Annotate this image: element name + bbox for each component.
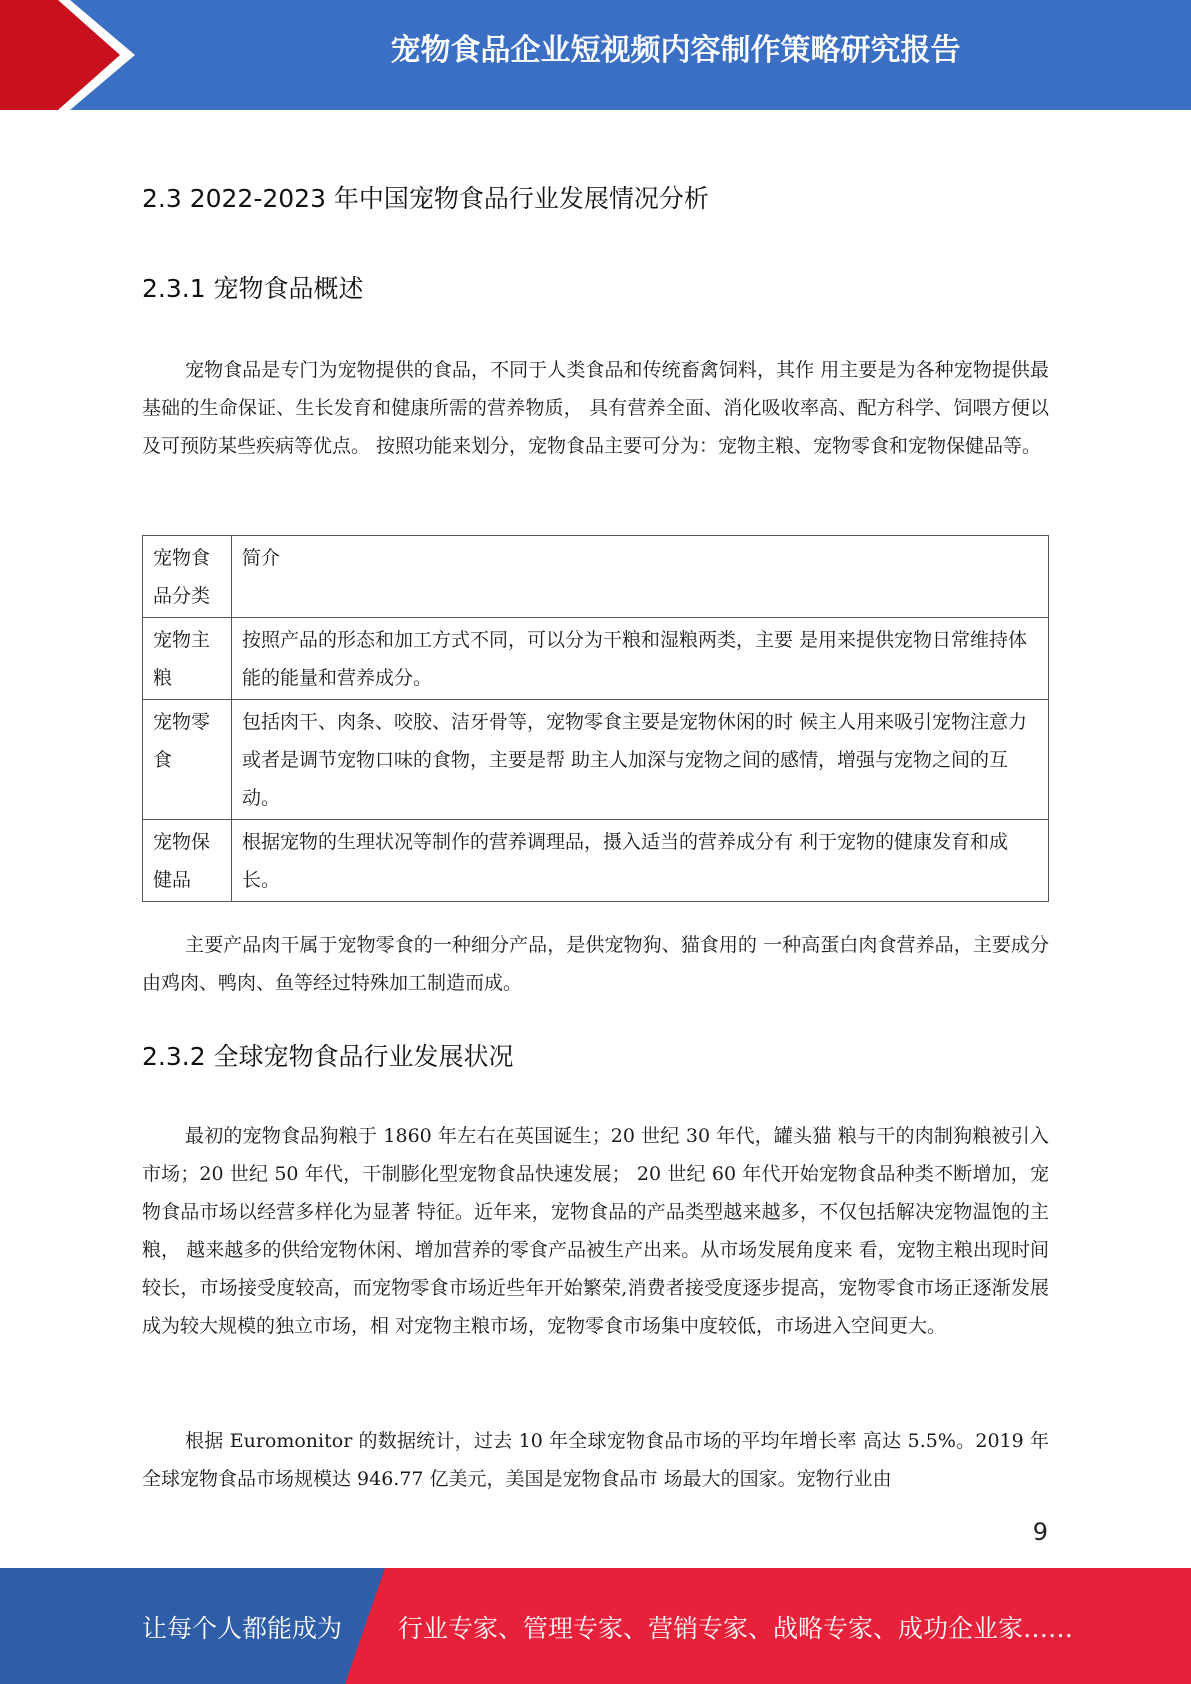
report-title: 宠物食品企业短视频内容制作策略研究报告: [390, 33, 961, 68]
table-cell-category: 宠物保健品: [143, 820, 232, 902]
table-row: [143, 618, 1049, 700]
table-cell-category: 宠物零食: [143, 700, 232, 820]
jerky-paragraph: 主要产品肉干属于宠物零食的一种细分产品，是供宠物狗、猫食用的 一种高蛋白肉食营养品，主要成分由鸡肉、鸭肉、鱼等经过特殊加工制造而成。: [142, 934, 1049, 994]
table-header-category: 宠物食品分类: [143, 536, 232, 618]
header-arrow-decoration: [0, 0, 160, 110]
history-paragraph: 最初的宠物食品狗粮于 1860 年左右在英国诞生；20 世纪 30 年代，罐头猫 粮与干的肉制狗粮被引入市场；20 世纪 50 年代，干制膨化型宠物食品快速发展； 20 世纪 60 年代开始宠物食品种类不断增加，宠物食品市场以经营多样化为显著 特征。近年来，宠物食品的产品类型越来越多，不仅包括解决宠物温饱的主粮， 越来越多的供给宠物休闲、增加营养的零食产品被生产出来。从市场发展角度来 看，宠物主粮出现时间较长，市场接受度较高，而宠物零食市场近些年开始繁荣,消费者接受度逐步提高，宠物零食市场正逐渐发展成为较大规模的独立市场，相 对宠物主粮市场，宠物零食市场集中度较低，市场进入空间更大。: [142, 1125, 1049, 1337]
table-header-row: [143, 536, 1049, 618]
section-heading-2-3: 2.3 2022-2023 年中国宠物食品行业发展情况分析: [142, 184, 709, 213]
footer-slogan-right: 行业专家、管理专家、营销专家、战略专家、成功企业家……: [398, 1614, 1074, 1643]
footer-slogan-left: 让每个人都能成为: [142, 1614, 343, 1643]
table-row: [143, 700, 1049, 820]
table-header-intro: 简介: [232, 536, 1049, 618]
overview-paragraph: 宠物食品是专门为宠物提供的食品，不同于人类食品和传统畜禽饲料，其作 用主要是为各种宠物提供最基础的生命保证、生长发育和健康所需的营养物质， 具有营养全面、消化吸收率高、配方科学、饲喂方便以及可预防某些疾病等优点。 按照功能来划分，宠物食品主要可分为：宠物主粮、宠物零食和宠物保健品等。: [142, 359, 1049, 457]
section-heading-2-3-2: 2.3.2 全球宠物食品行业发展状况: [142, 1042, 514, 1071]
table-cell-intro: 根据宠物的生理状况等制作的营养调理品，摄入适当的营养成分有 利于宠物的健康发育和成长。: [232, 820, 1049, 902]
table-cell-intro: 按照产品的形态和加工方式不同，可以分为干粮和湿粮两类，主要 是用来提供宠物日常维持体能的能量和营养成分。: [232, 618, 1049, 700]
page-header: [0, 0, 1191, 110]
market-paragraph: 根据 Euromonitor 的数据统计，过去 10 年全球宠物食品市场的平均年增长率 高达 5.5%。2019 年全球宠物食品市场规模达 946.77 亿美元，美国是宠物食品市 场最大的国家。宠物行业由: [142, 1430, 1049, 1490]
page-number: 9: [1032, 1518, 1048, 1546]
pet-food-classification-table: [142, 535, 1049, 902]
table-cell-category: 宠物主粮: [143, 618, 232, 700]
table-row: [143, 820, 1049, 902]
page-footer: [0, 1568, 1191, 1684]
section-heading-2-3-1: 2.3.1 宠物食品概述: [142, 274, 364, 303]
table-cell-intro: 包括肉干、肉条、咬胶、洁牙骨等，宠物零食主要是宠物休闲的时 候主人用来吸引宠物注意力或者是调节宠物口味的食物，主要是帮 助主人加深与宠物之间的感情，增强与宠物之间的互动。: [232, 700, 1049, 820]
